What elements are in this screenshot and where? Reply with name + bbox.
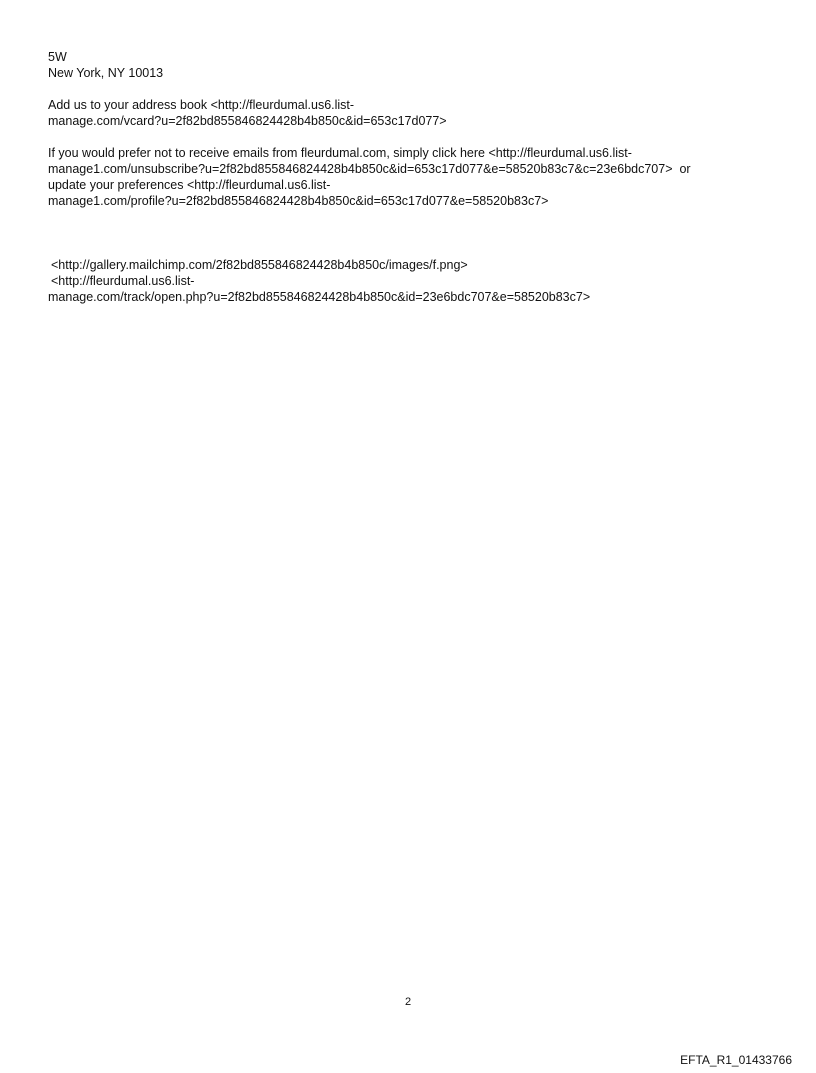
vcard-line-1: Add us to your address book <http://fleurdumal.us6.list- (48, 98, 355, 112)
tracking-image-url: <http://gallery.mailchimp.com/2f82bd855846824428b4b850c/images/f.png> (51, 258, 468, 272)
preferences-line-2: manage1.com/profile?u=2f82bd855846824428b4b850c&id=653c17d077&e=58520b83c7> (48, 194, 549, 208)
address-line-2: New York, NY 10013 (48, 66, 164, 80)
document-body (48, 49, 778, 321)
page-number: 2 (404, 996, 412, 1008)
tracking-open-url-line-1: <http://fleurdumal.us6.list- (51, 274, 195, 288)
address-line-1: 5W (48, 50, 67, 64)
unsubscribe-line-2: manage1.com/unsubscribe?u=2f82bd855846824428b4b850c&id=653c17d077&e=58520b83c7&c=23e6bdc707> or (48, 162, 691, 176)
unsubscribe-paragraph (48, 145, 778, 209)
tracking-paragraph (48, 257, 778, 305)
document-id: EFTA_R1_01433766 (680, 1053, 792, 1067)
preferences-line-1: update your preferences <http://fleurdumal.us6.list- (48, 178, 331, 192)
vcard-line-2: manage.com/vcard?u=2f82bd855846824428b4b850c&id=653c17d077> (48, 114, 447, 128)
unsubscribe-line-1: If you would prefer not to receive emails from fleurdumal.com, simply click here <http://fleurdumal.us6.list- (48, 146, 632, 160)
tracking-open-url-line-2: manage.com/track/open.php?u=2f82bd855846824428b4b850c&id=23e6bdc707&e=58520b83c7> (48, 290, 591, 304)
address-block (48, 49, 778, 81)
vcard-paragraph (48, 97, 778, 129)
